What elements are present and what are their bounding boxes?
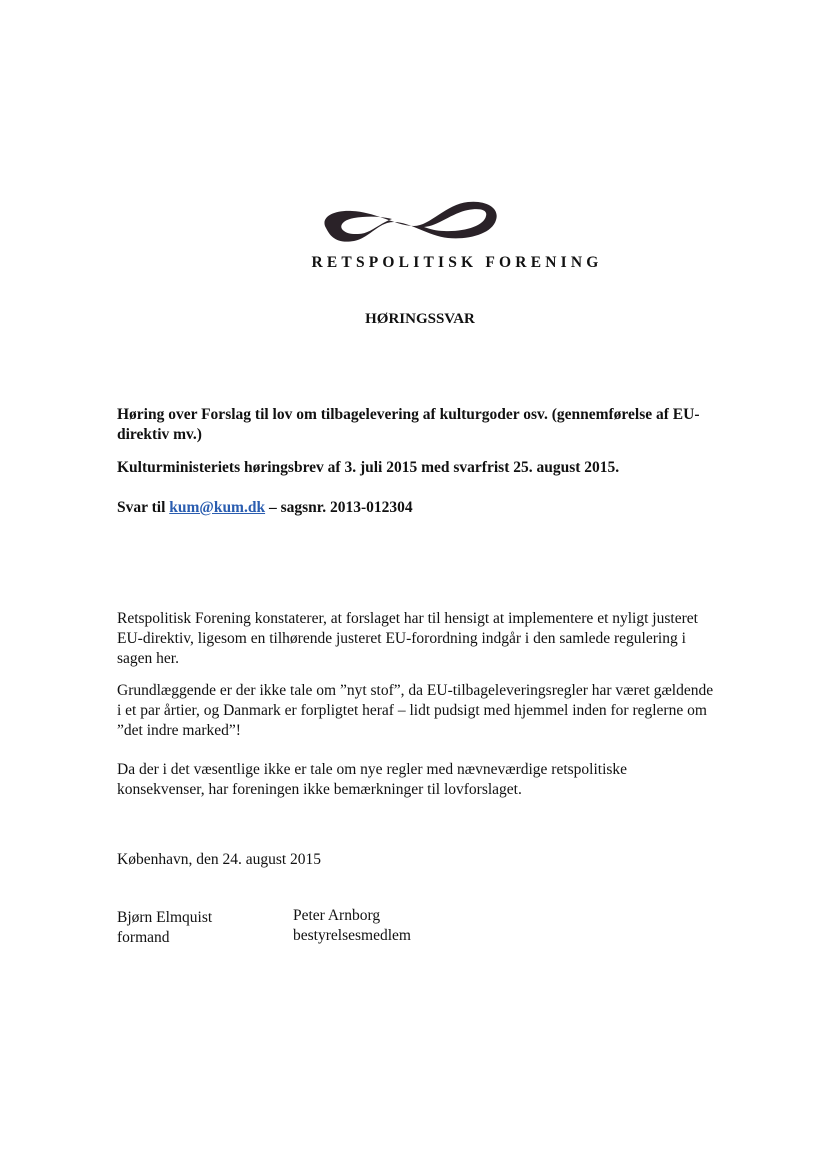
reply-prefix: Svar til: [117, 499, 166, 516]
body-paragraph: Da der i det væsentlige ikke er tale om nye regler med nævneværdige retspolitiske konsekvenser, har foreningen ikke bemærkninger til lovforslaget.: [117, 761, 628, 798]
subject-letter-reference: Kulturministeriets høringsbrev af 3. juli 2015 med svarfrist 25. august 2015.: [117, 459, 620, 476]
place-date: København, den 24. august 2015: [117, 851, 322, 868]
signatory: [293, 906, 411, 946]
reply-email-link[interactable]: kum@kum.dk: [169, 499, 266, 516]
document-title: HØRINGSSVAR: [365, 311, 475, 327]
body-paragraph: Retspolitisk Forening konstaterer, at forslaget har til hensigt at implementere et nyligt justeret EU-direktiv, ligesom en tilhørende justeret EU-forordning indgår i den samlede regulering i sagen her.: [117, 610, 698, 667]
organization-name: RETSPOLITISK FORENING: [311, 254, 603, 271]
signatory: [117, 908, 212, 948]
reply-line: [117, 498, 413, 518]
case-number: – sagsnr. 2013-012304: [268, 499, 413, 516]
infinity-logo: [318, 194, 500, 250]
signatory-role: bestyrelsesmedlem: [293, 927, 411, 944]
body-paragraph: Grundlæggende er der ikke tale om ”nyt stof”, da EU-tilbageleveringsregler har været gældende i et par årtier, og Danmark er forpligtet heraf – lidt pudsigt med hjemmel inden for reglerne om ”det indre marked”!: [117, 682, 714, 739]
signatory-name: Bjørn Elmquist: [117, 909, 213, 926]
signatory-role: formand: [117, 929, 170, 946]
subject-heading: Høring over Forslag til lov om tilbagelevering af kulturgoder osv. (gennemførelse af EU-direktiv mv.): [117, 406, 700, 443]
signatory-name: Peter Arnborg: [293, 907, 381, 924]
